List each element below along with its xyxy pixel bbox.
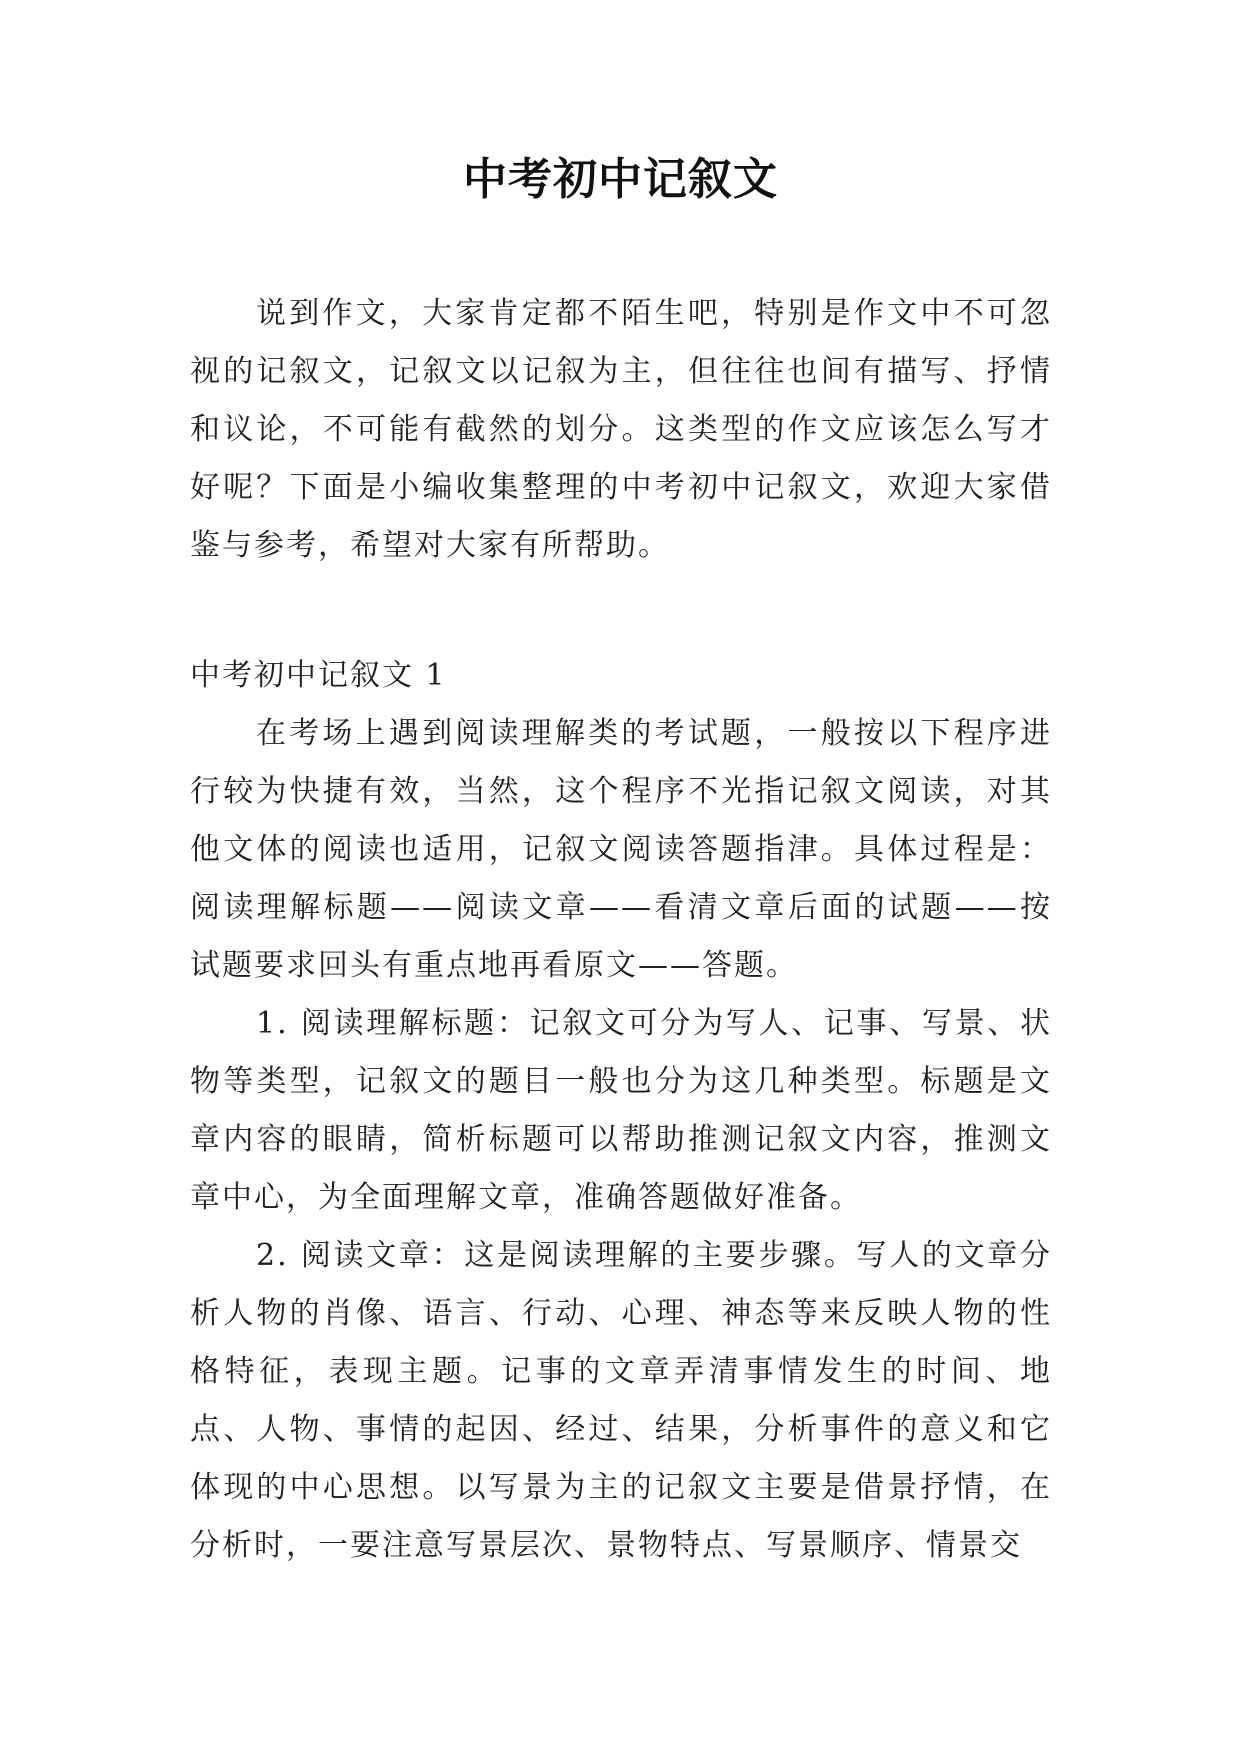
body-paragraph-3: 2. 阅读文章：这是阅读理解的主要步骤。写人的文章分析人物的肖像、语言、行动、心理、神态等来反映人物的性格特征，表现主题。记事的文章弄清事情发生的时间、地点、人物、事情的起因、经过、结果，分析事件的意义和它体现的中心思想。以写景为主的记叙文主要是借景抒情，在分析时，一要注意写景层次、景物特点、写景顺序、情景交 [190,1238,1052,1563]
document-body [190,285,1052,1575]
document-title: 中考初中记叙文 [463,154,778,205]
body-paragraph-2: 1. 阅读理解标题：记叙文可分为写人、记事、写景、状物等类型，记叙文的题目一般也分为这几种类型。标题是文章内容的眼睛，简析标题可以帮助推测记叙文内容，推测文章中心，为全面理解文章，准确答题做好准备。 [190,1006,1052,1215]
body-paragraph-1: 在考场上遇到阅读理解类的考试题，一般按以下程序进行较为快捷有效，当然，这个程序不光指记叙文阅读，对其他文体的阅读也适用，记叙文阅读答题指津。具体过程是：阅读理解标题——阅读文章——看清文章后面的试题——按试题要求回头有重点地再看原文——答题。 [190,716,1052,983]
section-heading: 中考初中记叙文 1 [190,658,447,693]
intro-paragraph: 说到作文，大家肯定都不陌生吧，特别是作文中不可忽视的记叙文，记叙文以记叙为主，但往往也间有描写、抒情和议论，不可能有截然的划分。这类型的作文应该怎么写才好呢？下面是小编收集整理的中考初中记叙文，欢迎大家借鉴与参考，希望对大家有所帮助。 [190,296,1052,563]
